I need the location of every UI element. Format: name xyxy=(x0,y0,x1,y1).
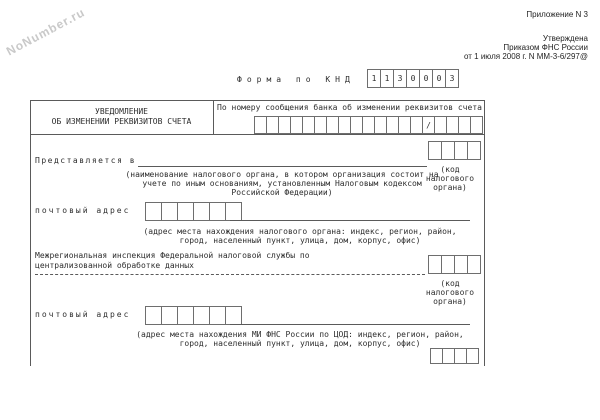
form-title xyxy=(30,100,214,135)
postal-index-cells-1 xyxy=(145,202,242,221)
form-title-line1: УВЕДОМЛЕНИЕ xyxy=(95,107,148,116)
postal-address-caption-1: (адрес места нахождения налогового органа: индекс, регион, район, город, населенный пункт, улица, дом, корпус, офис) xyxy=(143,227,457,245)
postal-address-fill-line-2 xyxy=(230,324,470,325)
approved-by: Приказом ФНС России xyxy=(503,43,588,52)
tax-authority-code-caption-2: (код налогового органа) xyxy=(425,279,475,306)
bank-message-header xyxy=(214,100,485,135)
appendix-number: Приложение N 3 xyxy=(526,10,588,19)
tax-authority-code-cells-1 xyxy=(428,141,481,160)
watermark: NoNumber.ru xyxy=(4,5,88,59)
knd-form-label: Форма по КНД xyxy=(237,75,355,84)
approved-label: Утверждена xyxy=(542,34,588,43)
postal-address-label-2: почтовый адрес xyxy=(35,310,131,319)
form-title-line2: ОБ ИЗМЕНЕНИИ РЕКВИЗИТОВ СЧЕТА xyxy=(51,117,192,126)
cod-inspection-line2: централизованной обработке данных xyxy=(35,261,194,270)
bottom-code-cells xyxy=(430,348,479,364)
postal-address-label-1: почтовый адрес xyxy=(35,206,131,215)
submitted-to-label: Представляется в xyxy=(35,156,137,165)
document-heading xyxy=(464,10,588,61)
approved-date: от 1 июля 2008 г. N ММ-3-6/297@ xyxy=(464,52,588,61)
tax-authority-code-caption-1: (код налогового органа) xyxy=(425,165,475,192)
submitted-to-fill-line xyxy=(138,166,427,167)
bank-message-number-cells: / xyxy=(254,116,483,134)
submitted-to-caption: (наименование налогового органа, в котором организация состоит на учете по иным основаниям, установленным Налоговым кодексом Российской Федерации) xyxy=(125,170,439,197)
postal-address-caption-2: (адрес места нахождения МИ ФНС России по ЦОД: индекс, регион, район, город, населенный пункт, улица, дом, корпус, офис) xyxy=(136,330,464,348)
postal-index-cells-2 xyxy=(145,306,242,325)
tax-authority-code-cells-2 xyxy=(428,255,481,274)
knd-code-cells: 1 1 3 0 0 0 3 xyxy=(367,69,459,88)
bank-message-label: По номеру сообщения банка об изменении реквизитов счета xyxy=(217,103,482,112)
cod-inspection-line1: Межрегиональная инспекция Федеральной налоговой службы по xyxy=(35,251,310,260)
postal-address-fill-line-1 xyxy=(230,220,470,221)
cod-inspection-dashed-line xyxy=(35,274,425,275)
